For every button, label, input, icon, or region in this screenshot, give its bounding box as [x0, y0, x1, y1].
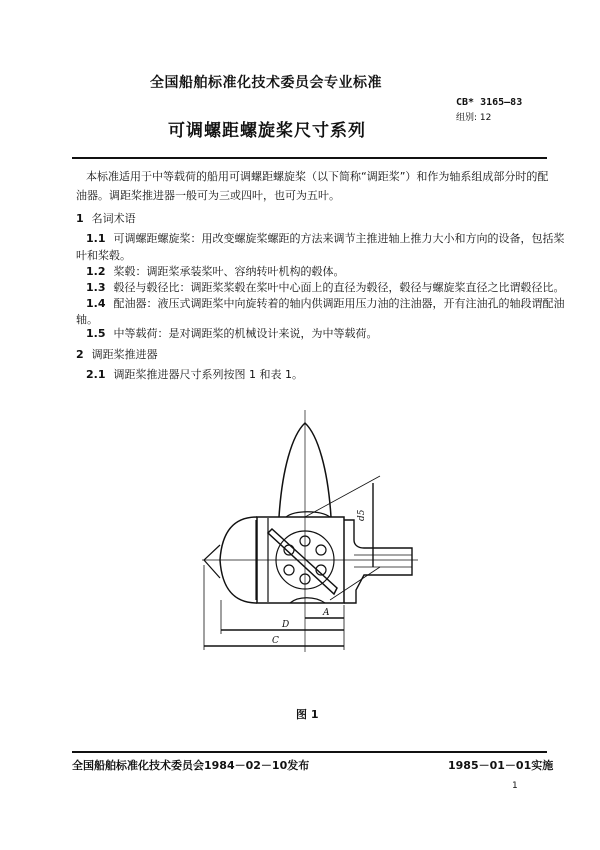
intro-line-1: 本标准适用于中等载荷的船用可调螺距螺旋桨（以下简称“调距桨”）和作为轴系组成部分时的配: [86, 170, 549, 183]
section-number: 2: [76, 348, 84, 361]
d5-label: d5: [357, 509, 367, 521]
item-number: 1.1: [86, 232, 106, 245]
blade-root: [286, 512, 330, 517]
C-label: C: [272, 636, 279, 646]
extension-line: [305, 476, 380, 517]
D-label: D: [282, 620, 290, 630]
lower-blade-root: [290, 598, 325, 603]
issuing-organization: 全国船舶标准化技术委员会专业标准: [150, 75, 382, 91]
A-label: A: [323, 608, 330, 618]
section-title: 名词术语: [91, 212, 136, 225]
item-text: 桨毂：调距桨承装桨叶、容纳转叶机构的毂体。: [113, 265, 345, 278]
item-text: 配油器：液压式调距桨中向旋转着的轴内供调距用压力油的注油器，开有注油孔的轴段谓配油: [113, 297, 565, 310]
item-text: 调距桨推进器尺寸系列按图 1 和表 1。: [113, 368, 303, 381]
item-number: 1.2: [86, 265, 106, 278]
blade-section: [268, 529, 337, 594]
item-number: 1.5: [86, 327, 106, 340]
item-1-4-cont: 轴。: [76, 313, 98, 326]
nose-tip: [204, 545, 220, 578]
item-text: 中等载荷：是对调距桨的机械设计来说，为中等载荷。: [113, 327, 378, 340]
extension-line: [330, 567, 380, 600]
standard-code: CB* 3165—83: [456, 97, 523, 108]
item-number: 2.1: [86, 368, 106, 381]
page-number: 1: [512, 781, 518, 791]
shaft-flange: [344, 520, 412, 603]
item-number: 1.4: [86, 297, 106, 310]
issue-date: 全国船舶标准化技术委员会1984－02－10发布: [72, 759, 310, 772]
item-text: 可调螺距螺旋桨：用改变螺旋桨螺距的方法来调节主推进轴上推力大小和方向的设备，包括桨: [113, 232, 565, 245]
section-title: 调距桨推进器: [91, 348, 158, 361]
bolt-hole: [284, 565, 294, 575]
item-1-1-cont: 叶和桨毂。: [76, 249, 131, 262]
bolt-hole: [316, 545, 326, 555]
group-number: 组别: 12: [456, 113, 492, 123]
intro-line-2: 油器。调距桨推进器一般可为三或四叶，也可为五叶。: [76, 189, 340, 202]
document-title: 可调螺距螺旋桨尺寸系列: [168, 121, 366, 141]
item-number: 1.3: [86, 281, 106, 294]
item-text: 毂径与毂径比：调距桨桨毂在桨叶中心面上的直径为毂径，毂径与螺旋桨直径之比谓毂径比。: [113, 281, 565, 294]
section-number: 1: [76, 212, 84, 225]
footer-rule: [72, 751, 547, 753]
effective-date: 1985－01－01实施: [448, 759, 554, 772]
figure-caption: 图 1: [296, 708, 319, 721]
